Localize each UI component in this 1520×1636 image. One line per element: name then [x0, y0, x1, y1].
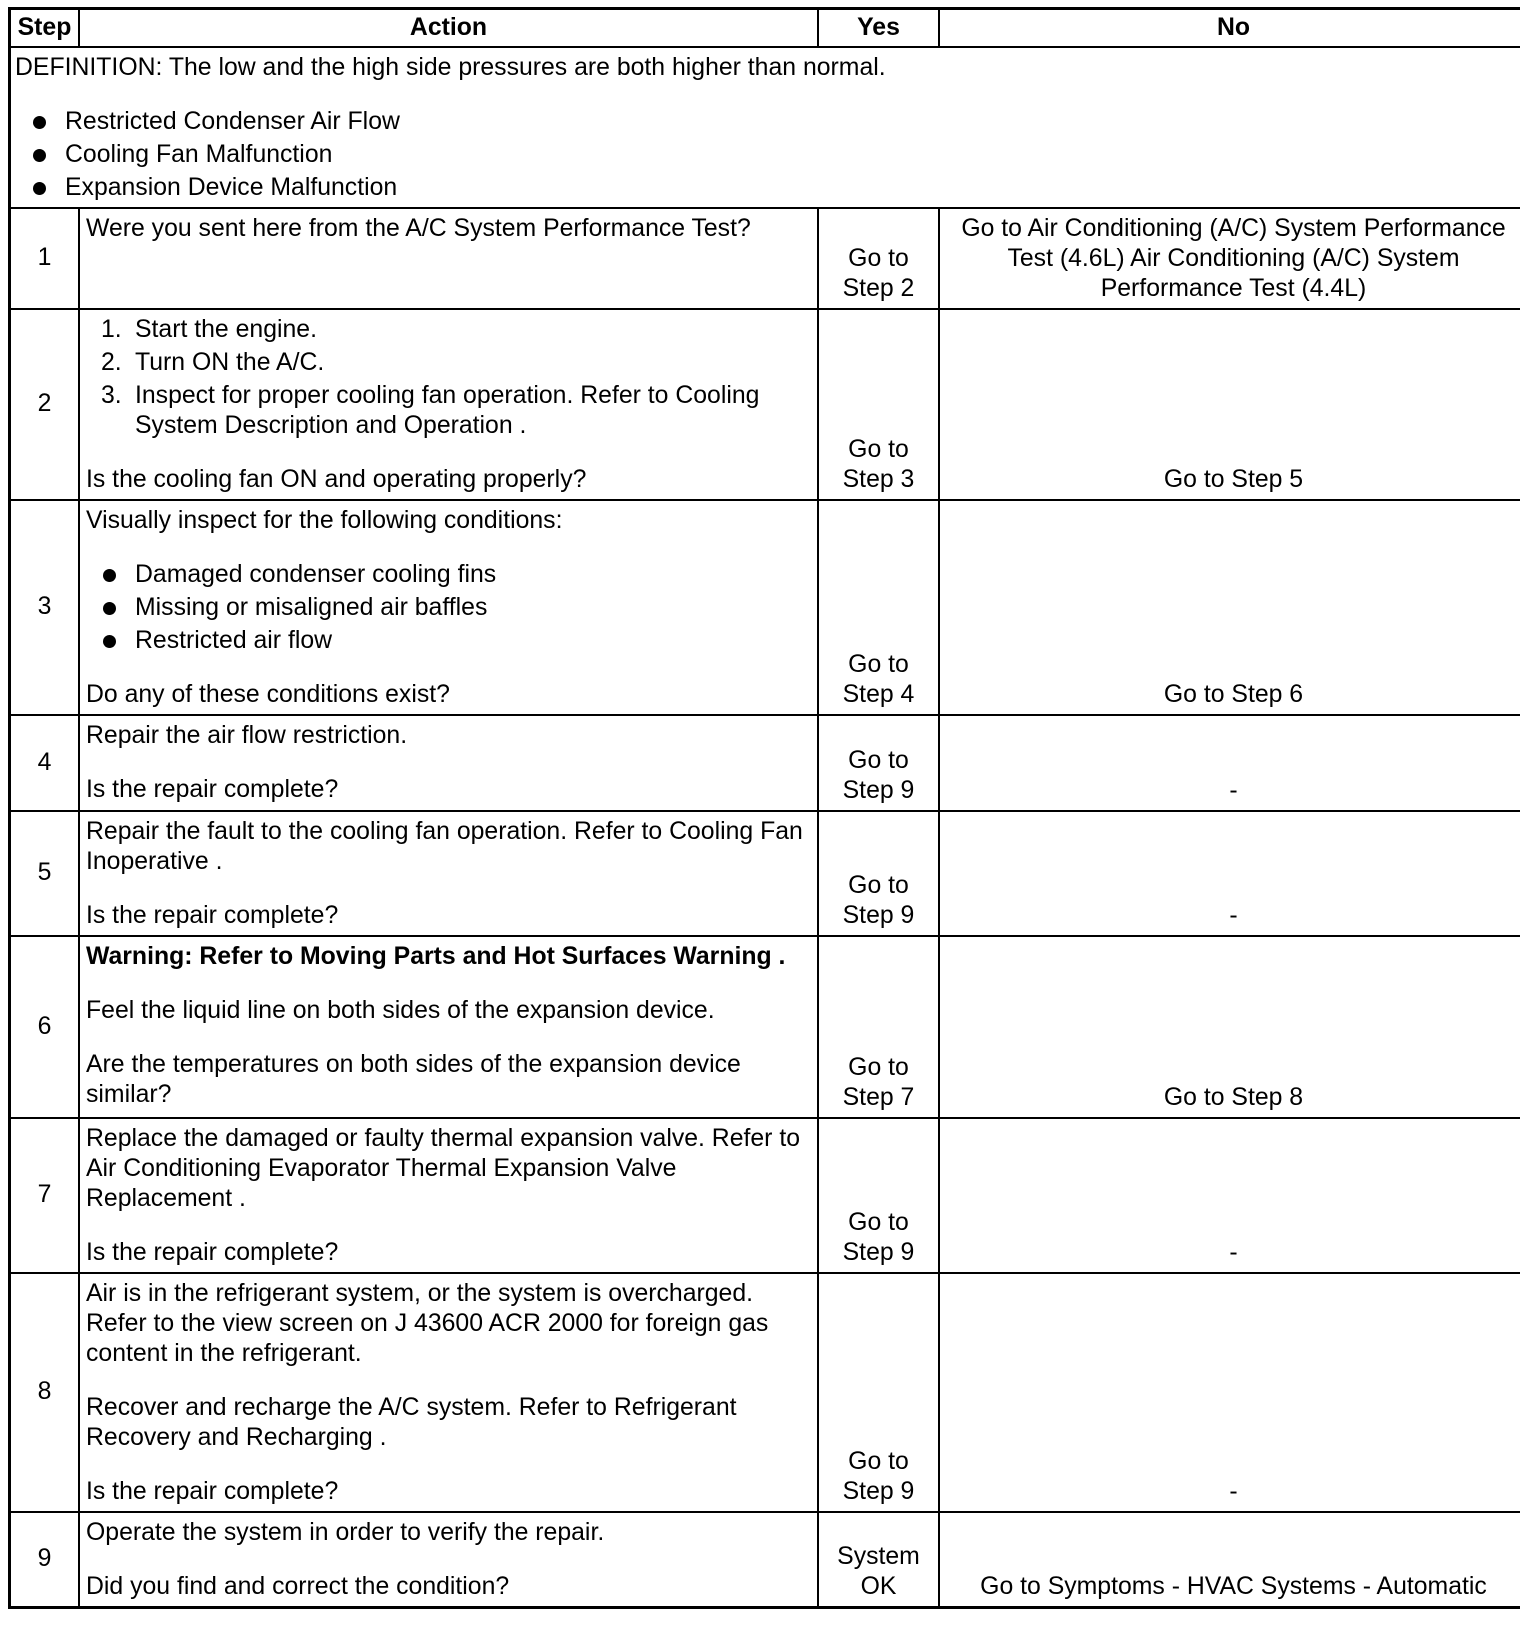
condition-list — [86, 560, 817, 656]
header-no: No — [939, 9, 1520, 47]
step-number: 4 — [10, 715, 80, 811]
step-number: 6 — [10, 936, 80, 1118]
action-instruction: Air is in the refrigerant system, or the system is overcharged. Refer to the view screen on J 43600 ACR 2000 for foreign gas content in the refrigerant. — [86, 1279, 769, 1367]
action-question: Do any of these conditions exist? — [86, 680, 450, 708]
no-cell — [939, 1512, 1520, 1608]
diagnostic-table — [8, 7, 1520, 1609]
action-question: Are the temperatures on both sides of the expansion device similar? — [86, 1050, 741, 1108]
step-number: 2 — [10, 309, 80, 500]
yes-cell — [818, 208, 939, 309]
action-cell — [79, 500, 818, 715]
yes-result: Go to Step 9 — [842, 871, 915, 929]
action-cell — [79, 811, 818, 936]
action-question: Is the repair complete? — [86, 1238, 339, 1266]
header-yes: Yes — [818, 9, 939, 47]
step-row-4 — [10, 715, 1520, 811]
procedure-number: 1. — [101, 315, 122, 343]
yes-result: Go to Step 9 — [842, 1447, 915, 1505]
no-cell — [939, 936, 1520, 1118]
yes-cell — [818, 811, 939, 936]
definition-row — [10, 47, 1520, 208]
no-cell — [939, 309, 1520, 500]
action-instruction: Feel the liquid line on both sides of the expansion device. — [86, 996, 715, 1024]
step-row-3 — [10, 500, 1520, 715]
yes-result: Go to Step 7 — [842, 1053, 915, 1111]
procedure-number: 2. — [101, 348, 122, 376]
action-question: Did you find and correct the condition? — [86, 1572, 510, 1600]
action-cell — [79, 1118, 818, 1273]
cause-item: Expansion Device Malfunction — [65, 173, 1520, 203]
procedure-text: Start the engine. — [135, 315, 317, 343]
table-header — [10, 9, 1520, 47]
yes-result: System OK — [837, 1542, 920, 1600]
no-cell — [939, 1118, 1520, 1273]
procedure-text: Inspect for proper cooling fan operation. Refer to Cooling System Description and Operation . — [135, 381, 760, 439]
no-result: Go to Symptoms - HVAC Systems - Automatic — [980, 1572, 1487, 1600]
no-cell — [939, 208, 1520, 309]
action-cell — [79, 208, 818, 309]
yes-result: Go to Step 3 — [842, 435, 915, 493]
action-cell — [79, 1273, 818, 1512]
condition-item: Missing or misaligned air baffles — [135, 593, 817, 623]
header-row — [10, 9, 1520, 47]
definition-text: DEFINITION: The low and the high side pressures are both higher than normal. — [15, 53, 886, 81]
no-result: Go to Step 5 — [1163, 465, 1304, 493]
action-question: Is the repair complete? — [86, 901, 339, 929]
action-cell — [79, 715, 818, 811]
yes-result: Go to Step 9 — [842, 1208, 915, 1266]
procedure-item — [101, 348, 817, 378]
step-row-1 — [10, 208, 1520, 309]
action-instruction: Repair the air flow restriction. — [86, 721, 408, 749]
action-cell — [79, 309, 818, 500]
table-body — [10, 47, 1520, 1608]
procedure-list — [86, 315, 817, 441]
yes-cell — [818, 715, 939, 811]
procedure-number: 3. — [101, 381, 122, 409]
yes-cell — [818, 936, 939, 1118]
action-instruction: Repair the fault to the cooling fan operation. Refer to Cooling Fan Inoperative . — [86, 817, 803, 875]
action-question: Is the repair complete? — [86, 1477, 339, 1505]
step-row-7 — [10, 1118, 1520, 1273]
header-step: Step — [10, 9, 80, 47]
no-result: - — [1229, 776, 1238, 804]
yes-result: Go to Step 9 — [842, 746, 915, 804]
step-row-8 — [10, 1273, 1520, 1512]
yes-cell — [818, 500, 939, 715]
step-row-5 — [10, 811, 1520, 936]
procedure-item — [101, 315, 817, 345]
step-row-9 — [10, 1512, 1520, 1608]
no-cell — [939, 500, 1520, 715]
condition-item: Damaged condenser cooling fins — [135, 560, 817, 590]
step-number: 8 — [10, 1273, 80, 1512]
warning-text: Warning: Refer to Moving Parts and Hot Surfaces Warning . — [86, 942, 786, 970]
action-instruction: Operate the system in order to verify the repair. — [86, 1518, 605, 1546]
step-row-6 — [10, 936, 1520, 1118]
no-cell — [939, 1273, 1520, 1512]
step-row-2 — [10, 309, 1520, 500]
step-number: 3 — [10, 500, 80, 715]
step-number: 9 — [10, 1512, 80, 1608]
header-action: Action — [79, 9, 818, 47]
no-cell — [939, 811, 1520, 936]
no-result: Go to Step 8 — [1163, 1083, 1304, 1111]
no-result: - — [1229, 1238, 1238, 1266]
yes-cell — [818, 1118, 939, 1273]
action-cell — [79, 936, 818, 1118]
yes-cell — [818, 1512, 939, 1608]
no-result: - — [1229, 901, 1238, 929]
yes-result: Go to Step 4 — [842, 650, 915, 708]
yes-cell — [818, 309, 939, 500]
no-result: Go to Air Conditioning (A/C) System Performance Test (4.6L) Air Conditioning (A/C) System Performance Test (4.4L) — [961, 214, 1506, 302]
yes-cell — [818, 1273, 939, 1512]
action-question: Is the cooling fan ON and operating properly? — [86, 465, 587, 493]
cause-item: Restricted Condenser Air Flow — [65, 107, 1520, 137]
action-instruction: Visually inspect for the following conditions: — [86, 506, 563, 534]
action-instruction: Recover and recharge the A/C system. Refer to Refrigerant Recovery and Recharging . — [86, 1393, 737, 1451]
cause-list — [15, 107, 1520, 203]
step-number: 5 — [10, 811, 80, 936]
step-number: 7 — [10, 1118, 80, 1273]
procedure-item — [101, 381, 817, 441]
no-result: Go to Step 6 — [1163, 680, 1304, 708]
definition-cell — [10, 47, 1520, 208]
no-cell — [939, 715, 1520, 811]
step-number: 1 — [10, 208, 80, 309]
procedure-text: Turn ON the A/C. — [135, 348, 325, 376]
yes-result: Go to Step 2 — [842, 244, 915, 302]
action-cell — [79, 1512, 818, 1608]
no-result: - — [1229, 1477, 1238, 1505]
condition-item: Restricted air flow — [135, 626, 817, 656]
cause-item: Cooling Fan Malfunction — [65, 140, 1520, 170]
action-instruction: Replace the damaged or faulty thermal expansion valve. Refer to Air Conditioning Evaporator Thermal Expansion Valve Replacement . — [86, 1124, 801, 1212]
action-question: Were you sent here from the A/C System Performance Test? — [86, 214, 751, 242]
action-question: Is the repair complete? — [86, 775, 339, 803]
